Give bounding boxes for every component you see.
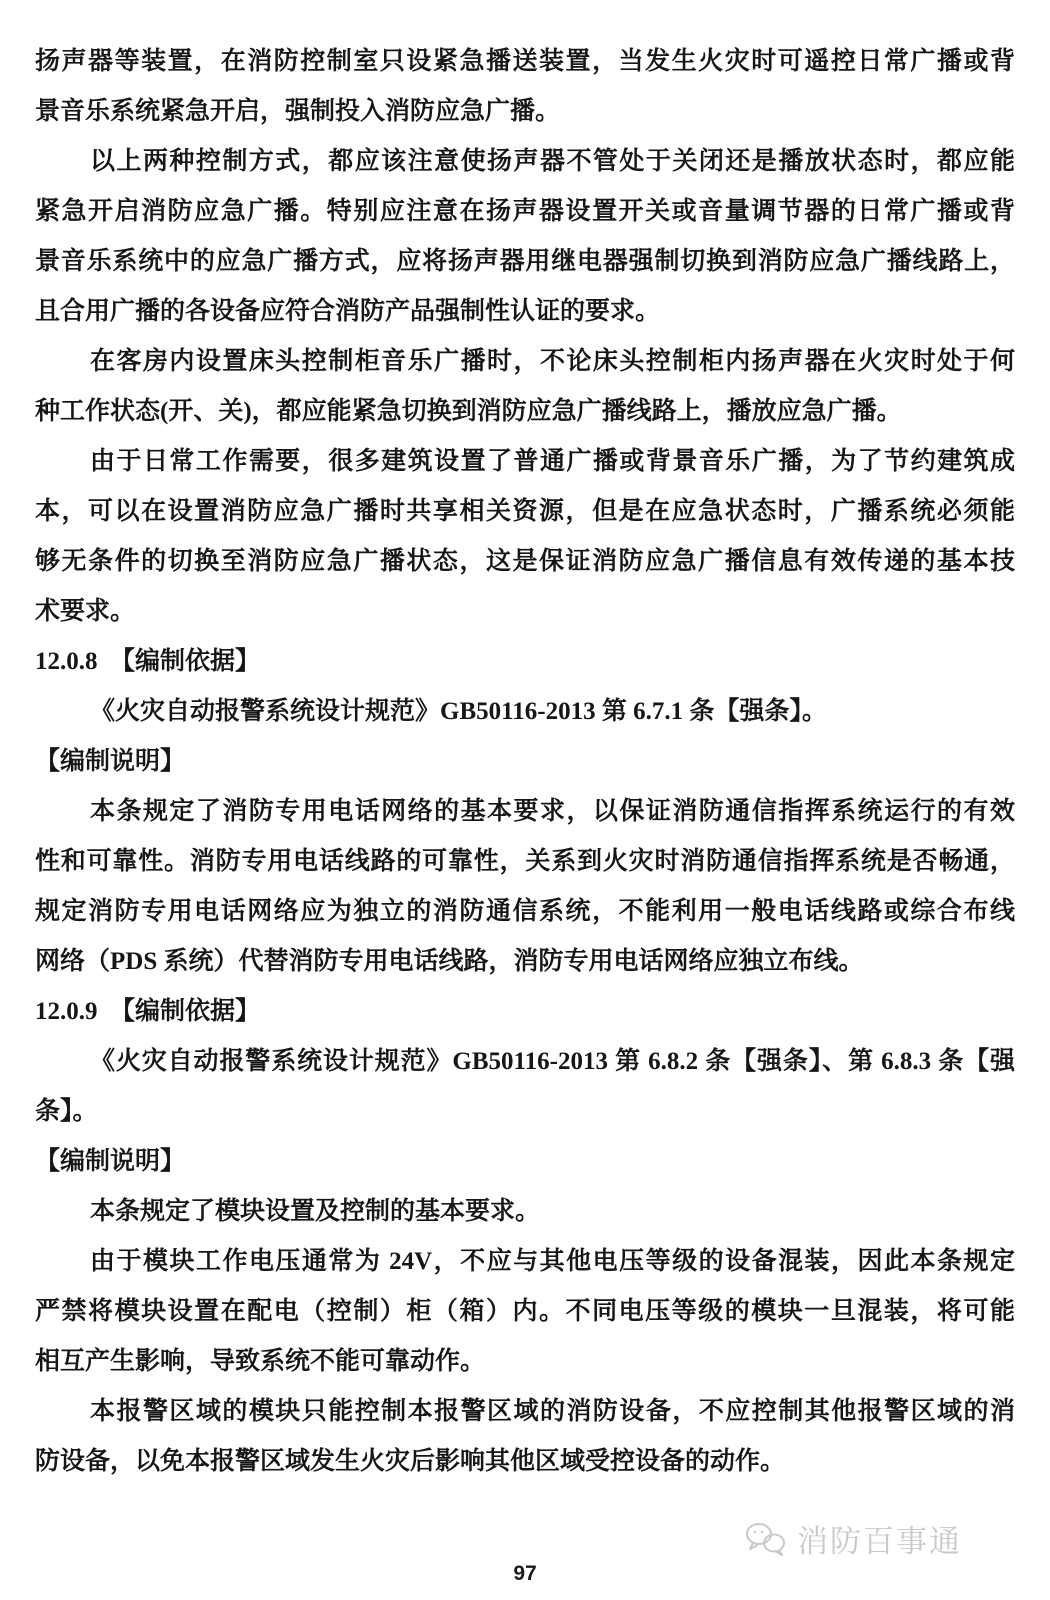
text-line: 景音乐系统中的应急广播方式，应将扬声器用继电器强制切换到消防应急广播线路上， bbox=[35, 248, 1015, 275]
text-line: 景音乐系统紧急开启，强制投入消防应急广播。 bbox=[35, 98, 561, 125]
text-line: 扬声器等装置，在消防控制室只设紧急播送装置，当发生火灾时可遥控日常广播或背 bbox=[35, 48, 1015, 75]
text-line: 防设备，以免本报警区域发生火灾后影响其他区域受控设备的动作。 bbox=[35, 1448, 786, 1475]
text-line: 本条规定了消防专用电话网络的基本要求，以保证消防通信指挥系统运行的有效 bbox=[90, 798, 1015, 825]
text-line: 【编制说明】 bbox=[35, 1148, 186, 1175]
text-line: 本条规定了模块设置及控制的基本要求。 bbox=[90, 1198, 541, 1225]
document-lines bbox=[35, 37, 1015, 1487]
text-line: 12.0.9 【编制依据】 bbox=[35, 998, 261, 1025]
text-line: 性和可靠性。消防专用电话线路的可靠性，关系到火灾时消防通信指挥系统是否畅通， bbox=[35, 848, 1015, 875]
text-line: 【编制说明】 bbox=[35, 748, 186, 775]
text-line: 本报警区域的模块只能控制本报警区域的消防设备，不应控制其他报警区域的消 bbox=[90, 1398, 1015, 1425]
text-line: 条】。 bbox=[35, 1098, 98, 1125]
watermark bbox=[745, 1516, 962, 1561]
text-line: 以上两种控制方式，都应该注意使扬声器不管处于关闭还是播放状态时，都应能 bbox=[90, 148, 1015, 175]
text-line: 在客房内设置床头控制柜音乐广播时，不论床头控制柜内扬声器在火灾时处于何 bbox=[90, 348, 1015, 375]
text-line: 由于模块工作电压通常为 24V，不应与其他电压等级的设备混装，因此本条规定 bbox=[90, 1248, 1015, 1275]
watermark-label: 消防百事通 bbox=[797, 1524, 962, 1559]
text-line: 《火灾自动报警系统设计规范》GB50116-2013 第 6.7.1 条【强条】。 bbox=[90, 698, 827, 725]
text-line: 由于日常工作需要，很多建筑设置了普通广播或背景音乐广播，为了节约建筑成 bbox=[90, 448, 1015, 475]
text-line: 种工作状态(开、关)，都应能紧急切换到消防应急广播线路上，播放应急广播。 bbox=[35, 398, 902, 425]
text-line: 术要求。 bbox=[35, 598, 136, 625]
text-line: 《火灾自动报警系统设计规范》GB50116-2013 第 6.8.2 条【强条】、第 6.8.3 条【强 bbox=[90, 1048, 1015, 1075]
text-line: 紧急开启消防应急广播。特别应注意在扬声器设置开关或音量调节器的日常广播或背 bbox=[35, 198, 1015, 225]
wechat-bubbles-icon bbox=[745, 1520, 789, 1558]
text-line: 严禁将模块设置在配电（控制）柜（箱）内。不同电压等级的模块一旦混装，将可能 bbox=[35, 1298, 1015, 1325]
text-line: 网络（PDS 系统）代替消防专用电话线路，消防专用电话网络应独立布线。 bbox=[35, 948, 864, 975]
text-line: 规定消防专用电话网络应为独立的消防通信系统，不能利用一般电话线路或综合布线 bbox=[35, 898, 1015, 925]
text-line: 本，可以在设置消防应急广播时共享相关资源，但是在应急状态时，广播系统必须能 bbox=[35, 498, 1015, 525]
text-line: 相互产生影响，导致系统不能可靠动作。 bbox=[35, 1348, 486, 1375]
text-line: 够无条件的切换至消防应急广播状态，这是保证消防应急广播信息有效传递的基本技 bbox=[35, 548, 1015, 575]
text-line: 且合用广播的各设备应符合消防产品强制性认证的要求。 bbox=[35, 298, 661, 325]
text-line: 12.0.8 【编制依据】 bbox=[35, 648, 261, 675]
page-number: 97 bbox=[513, 1562, 537, 1585]
